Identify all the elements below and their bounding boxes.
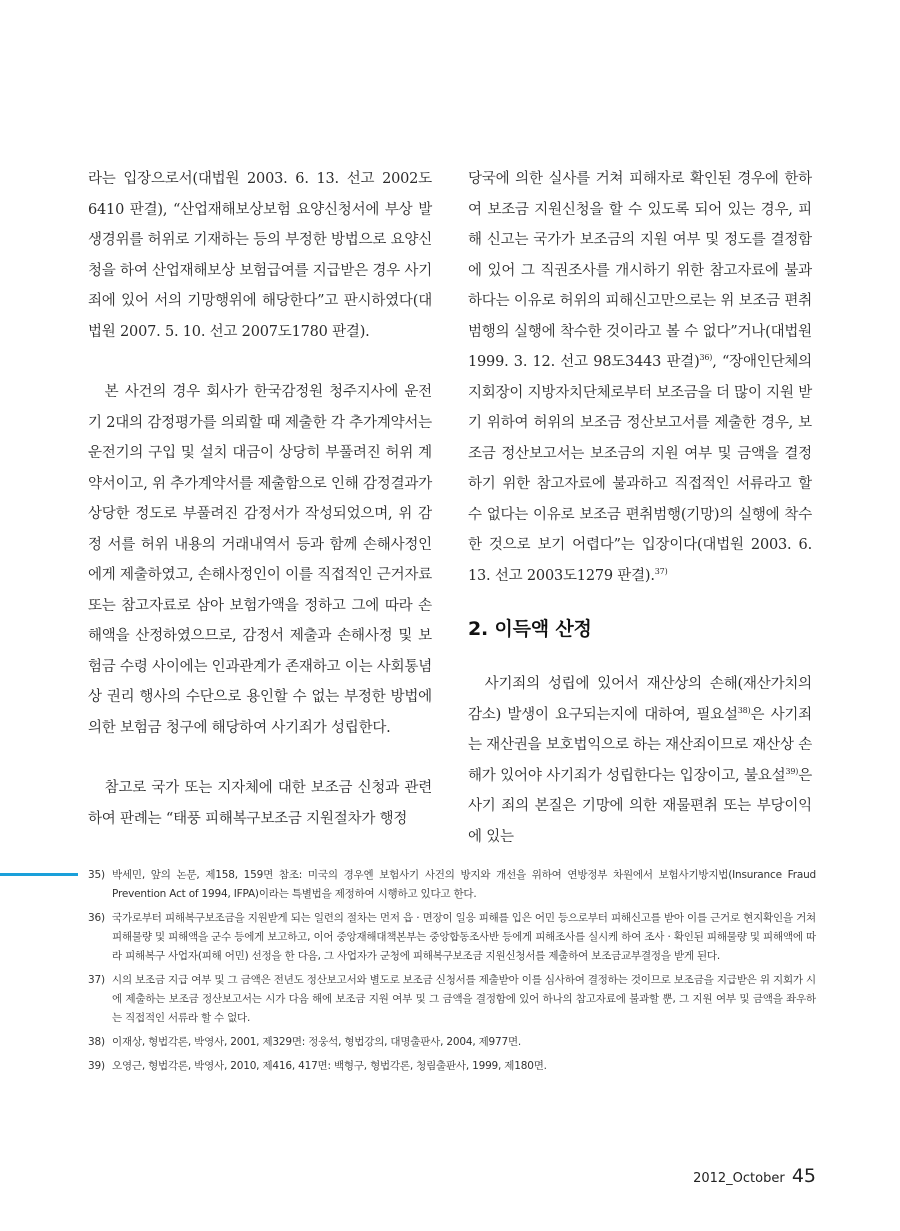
footnote-text: 박세민, 앞의 논문, 제158, 159면 참조: 미국의 경우엔 보험사기 사건의 방지와 개선을 위하여 연방정부 차원에서 보험사기방지법(Insurance Fraud Prevention Act of 1994, IFPA)이라는 특별법을 제정하여 시행하고 있다고 한다. xyxy=(112,869,816,900)
footnote-ref-37[interactable]: 37) xyxy=(654,566,668,576)
left-paragraph-1: 라는 입장으로서(대법원 2003. 6. 13. 선고 2002도6410 판결), “산업재해보상보험 요양신청서에 부상 발생경위를 허위로 기재하는 등의 부정한 방법으로 요양신청을 하여 산업재해보상 보험급여를 지급받은 경우 사기죄에 있어 서의 기망행위에 해당한다”고 판시하였다(대법원 2007. 5. 10. 선고 2007도1780 판결). xyxy=(88,171,433,340)
footnote-number: 36) xyxy=(88,912,105,924)
footnote-ref-38[interactable]: 38) xyxy=(737,705,751,715)
left-paragraph-3: 참고로 국가 또는 지자체에 대한 보조금 신청과 관련 하여 판례는 “태풍 피해복구보조금 지원절차가 행정 xyxy=(88,780,432,827)
right-paragraph-1 xyxy=(468,164,812,591)
right-paragraph-1-text-a: 당국에 의한 실사를 거쳐 피해자로 확인된 경우에 한하여 보조금 지원신청을 할 수 있도록 되어 있는 경우, 피해 신고는 국가가 보조금의 지원 여부 및 정도를 결정함에 있어 그 직권조사를 개시하기 위한 참고자료에 불과 하다는 이유로 허위의 피해신고만으로는 위 보조금 편취 범행의 실행에 착수한 것이라고 볼 수 없다”거나(대법원 1999. 3. 12. 선고 98도3443 판결) xyxy=(468,171,813,370)
right-paragraph-2 xyxy=(468,669,812,852)
footnote-text: 이재상, 형법각론, 박영사, 2001, 제329면: 정웅석, 형법강의, 대명출판사, 2004, 제977면. xyxy=(112,1036,522,1048)
footnote-text: 오영근, 형법각론, 박영사, 2010, 제416, 417면: 백형구, 형법각론, 청림출판사, 1999, 제180면. xyxy=(112,1060,547,1072)
right-paragraph-2-text-a: 사기죄의 성립에 있어서 재산상의 손해(재산가치의 감소) 발생이 요구되는지에 대하여, 필요설 xyxy=(468,676,812,723)
right-paragraph-1-text-b: , “장애인단체의 지회장이 지방자치단체로부터 보조금을 더 많이 지원 받기 위하여 허위의 보조금 정산보고서를 제출한 경우, 보조금 정산보고서는 보조금의 지원 여부 및 금액을 결정하기 위한 참고자료에 불과하고 직접적인 서류라고 할 수 없다는 이유로 보조금 편취범행(기망)의 실행에 착수한 것으로 보기 어렵다”는 입장이다(대법원 2003. 6. 13. 선고 2003도1279 판결). xyxy=(468,354,813,584)
footnote-39 xyxy=(88,1057,816,1076)
footnote-37 xyxy=(88,971,816,1028)
page-number: 45 xyxy=(791,1165,816,1187)
footnote-ref-39[interactable]: 39) xyxy=(785,766,799,776)
section-heading: 2. 이득액 산정 xyxy=(468,618,592,640)
footnotes xyxy=(88,866,816,1081)
footnote-number: 37) xyxy=(88,974,105,986)
footnote-36 xyxy=(88,909,816,966)
footnote-divider xyxy=(0,873,78,876)
footnote-ref-36[interactable]: 36) xyxy=(699,353,713,363)
footnote-35 xyxy=(88,866,816,904)
issue-label: 2012_October xyxy=(693,1171,785,1186)
footnote-number: 39) xyxy=(88,1060,105,1072)
footnote-38 xyxy=(88,1033,816,1052)
left-paragraph-2: 본 사건의 경우 회사가 한국감정원 청주지사에 운전기 2대의 감정평가를 의뢰할 때 제출한 각 추가계약서는 운전기의 구입 및 설치 대금이 상당히 부풀려진 허위 계약서이고, 위 추가계약서를 제출함으로 인해 감정결과가 상당한 정도로 부풀려진 감정서가 작성되었으며, 위 감정 서를 허위 내용의 거래내역서 등과 함께 손해사정인에게 제출하였고, 손해사정인이 이를 직접적인 근거자료 또는 참고자료로 삼아 보험가액을 정하고 그에 따라 손해액을 산정하였으므로, 감정서 제출과 손해사정 및 보험금 수령 사이에는 인과관계가 존재하고 이는 사회통념상 권리 행사의 수단으로 용인할 수 없는 부정한 방법에 의한 보험금 청구에 해당하여 사기죄가 성립한다. xyxy=(88,384,433,736)
right-paragraph-2-text-c: 은 사기 죄의 본질은 기망에 의한 재물편취 또는 부당이익에 있는 xyxy=(468,767,812,845)
left-column xyxy=(88,164,432,834)
page-footer xyxy=(693,1165,816,1187)
footnote-text: 시의 보조금 지급 여부 및 그 금액은 전년도 정산보고서와 별도로 보조금 신청서를 제출받아 이를 심사하여 결정하는 것이므로 보조금을 지급받은 위 지회가 시에 제출하는 보조금 정산보고서는 시가 다음 해에 보조금 지원 여부 및 그 금액을 결정함에 있어 하나의 참고자료에 불과할 뿐, 그 지원 여부 및 금액을 좌우하는 직접적인 서류라 할 수 없다. xyxy=(112,974,816,1024)
right-column xyxy=(468,164,812,852)
footnote-number: 35) xyxy=(88,869,105,881)
right-paragraph-2-text-b: 은 사기죄는 재산권을 보호법익으로 하는 재산죄이므로 재산상 손해가 있어야 사기죄가 성립한다는 입장이고, 불요설 xyxy=(468,706,813,784)
footnote-number: 38) xyxy=(88,1036,105,1048)
footnote-text: 국가로부터 피해복구보조금을 지원받게 되는 일련의 절차는 먼저 읍 · 면장이 일응 피해를 입은 어민 등으로부터 피해신고를 받아 이를 근거로 현지확인을 거쳐 피해물량 및 피해액을 군수 등에게 보고하고, 이어 중앙재해대책본부는 중앙합동조사반 등에게 피해조사를 실시케 하여 조사 · 확인된 피해물량 및 피해액에 따라 피해복구 사업자(피해 어민) 선정을 한 다음, 그 사업자가 군청에 피해복구보조금 지원신청서를 제출하여 보조금교부결정을 받게 된다. xyxy=(112,912,816,962)
